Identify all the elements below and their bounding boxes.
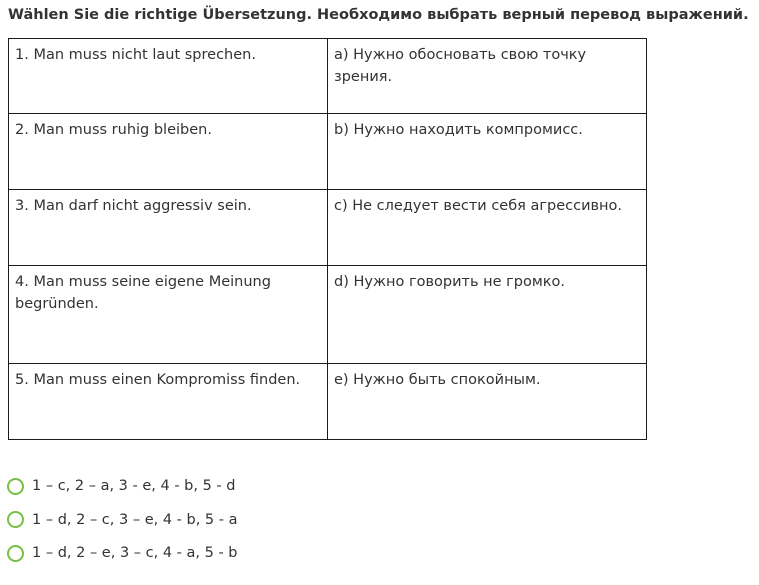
radio-button-2[interactable] bbox=[7, 511, 24, 528]
german-phrase-cell: 3. Man darf nicht aggressiv sein. bbox=[9, 190, 328, 266]
russian-translation-cell: a) Нужно обосновать свою точку зрения. bbox=[328, 39, 647, 114]
german-phrase-cell: 5. Man muss einen Kompromiss finden. bbox=[9, 364, 328, 440]
answer-option-label: 1 – d, 2 – c, 3 – e, 4 - b, 5 - a bbox=[32, 511, 238, 528]
matching-table bbox=[8, 38, 647, 440]
russian-translation-cell: b) Нужно находить компромисс. bbox=[328, 114, 647, 190]
german-phrase-cell: 2. Man muss ruhig bleiben. bbox=[9, 114, 328, 190]
answer-option-label: 1 – d, 2 – e, 3 – c, 4 - a, 5 - b bbox=[32, 545, 238, 561]
german-phrase-cell: 4. Man muss seine eigene Meinung begründen. bbox=[9, 266, 328, 364]
answer-option-2[interactable] bbox=[7, 509, 238, 531]
answer-option-3[interactable] bbox=[7, 542, 238, 564]
answer-options bbox=[7, 475, 238, 576]
table-row bbox=[9, 266, 647, 364]
russian-translation-cell: e) Нужно быть спокойным. bbox=[328, 364, 647, 440]
table-row bbox=[9, 364, 647, 440]
radio-button-1[interactable] bbox=[7, 478, 24, 495]
answer-option-1[interactable] bbox=[7, 475, 238, 497]
table-row bbox=[9, 190, 647, 266]
russian-translation-cell: d) Нужно говорить не громко. bbox=[328, 266, 647, 364]
question-title: Wählen Sie die richtige Übersetzung. Необходимо выбрать верный перевод выражений. bbox=[8, 7, 749, 23]
russian-translation-cell: c) Не следует вести себя агрессивно. bbox=[328, 190, 647, 266]
radio-button-3[interactable] bbox=[7, 545, 24, 562]
table-row bbox=[9, 39, 647, 114]
answer-option-label: 1 – c, 2 – a, 3 - e, 4 - b, 5 - d bbox=[32, 478, 236, 494]
table-row bbox=[9, 114, 647, 190]
german-phrase-cell: 1. Man muss nicht laut sprechen. bbox=[9, 39, 328, 114]
